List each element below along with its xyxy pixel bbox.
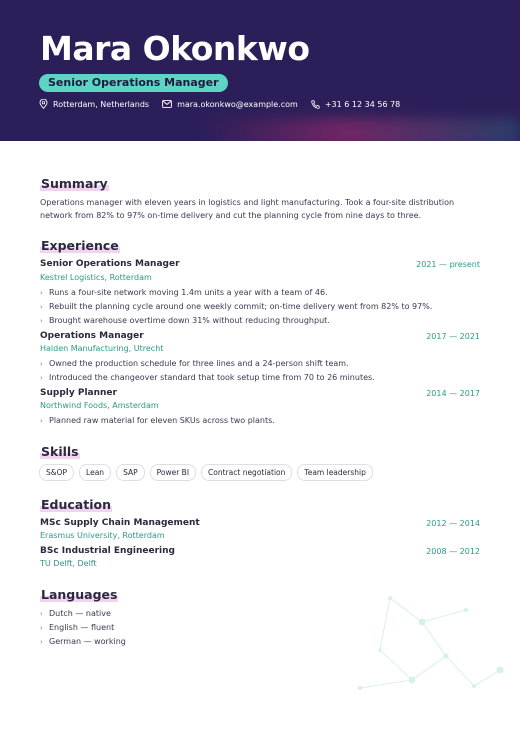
mail-icon	[162, 100, 172, 108]
job-bullet: › Brought warehouse overtime down 31% without reducing throughput.	[40, 316, 330, 325]
candidate-name: Mara Okonkwo	[40, 29, 310, 68]
contact-phone[interactable]	[311, 100, 400, 109]
job-title: Operations Manager	[40, 331, 144, 341]
school-name: Erasmus University, Rotterdam	[40, 531, 165, 540]
skill-chip: Contract negotiation	[201, 464, 292, 481]
job-title: Senior Operations Manager	[40, 259, 180, 269]
skills-heading: Skills	[41, 444, 79, 459]
language-item: › Dutch — native	[40, 609, 111, 618]
job-bullet: › Introduced the changeover standard that took setup time from 70 to 26 minutes.	[40, 373, 375, 382]
location-pin-icon	[39, 99, 48, 109]
email-text[interactable]: mara.okonkwo@example.com	[177, 99, 298, 109]
chevron-right-icon: ›	[40, 359, 43, 368]
languages-heading: Languages	[41, 587, 118, 602]
education-dates: 2008 — 2012	[426, 547, 480, 556]
school-name: TU Delft, Delft	[40, 559, 97, 568]
decorative-network-graphic	[350, 590, 510, 700]
contact-row	[39, 97, 413, 111]
phone-icon	[311, 100, 320, 109]
header-gradient-glow	[200, 118, 520, 141]
skill-chip: SAP	[116, 464, 145, 481]
job-dates: 2021 — present	[416, 260, 480, 269]
job-title: Supply Planner	[40, 388, 117, 398]
chevron-right-icon: ›	[40, 637, 43, 646]
chevron-right-icon: ›	[40, 288, 43, 297]
role-badge: Senior Operations Manager	[39, 74, 228, 92]
language-item: › English — fluent	[40, 623, 115, 632]
job-organization: Halden Manufacturing, Utrecht	[40, 344, 164, 353]
job-organization: Kestrel Logistics, Rotterdam	[40, 273, 152, 282]
summary-text: Operations manager with eleven years in logistics and light manufacturing. Took a four-site distribution network from 82% to 97% on-time delivery and cut the planning cycle from nine days to three.	[40, 198, 455, 220]
degree-title: BSc Industrial Engineering	[40, 546, 175, 556]
job-organization: Northwind Foods, Amsterdam	[40, 401, 159, 410]
skill-chip: S&OP	[39, 464, 74, 481]
job-bullet: › Planned raw material for eleven SKUs across two plants.	[40, 416, 275, 425]
chevron-right-icon: ›	[40, 416, 43, 425]
skill-chip: Power BI	[150, 464, 196, 481]
skills-list	[39, 464, 378, 481]
skill-chip: Lean	[79, 464, 111, 481]
language-item: › German — working	[40, 637, 126, 646]
contact-location	[39, 99, 149, 109]
job-bullet: › Owned the production schedule for three lines and a 24-person shift team.	[40, 359, 349, 368]
chevron-right-icon: ›	[40, 373, 43, 382]
summary-heading: Summary	[41, 176, 108, 191]
job-bullet: › Rebuilt the planning cycle around one weekly commit; on-time delivery went from 82% to 97%.	[40, 302, 433, 311]
degree-title: MSc Supply Chain Management	[40, 518, 200, 528]
education-heading: Education	[41, 497, 111, 512]
skill-chip: Team leadership	[297, 464, 372, 481]
education-dates: 2012 — 2014	[426, 519, 480, 528]
chevron-right-icon: ›	[40, 316, 43, 325]
job-dates: 2017 — 2021	[426, 332, 480, 341]
experience-heading: Experience	[41, 238, 119, 253]
contact-email[interactable]	[162, 100, 298, 109]
chevron-right-icon: ›	[40, 623, 43, 632]
location-text: Rotterdam, Netherlands	[53, 99, 150, 109]
resume-header	[0, 0, 520, 141]
phone-text[interactable]: +31 6 12 34 56 78	[324, 99, 401, 109]
chevron-right-icon: ›	[40, 302, 43, 311]
job-dates: 2014 — 2017	[426, 389, 480, 398]
chevron-right-icon: ›	[40, 609, 43, 618]
job-bullet: › Runs a four-site network moving 1.4m units a year with a team of 46.	[40, 288, 328, 297]
